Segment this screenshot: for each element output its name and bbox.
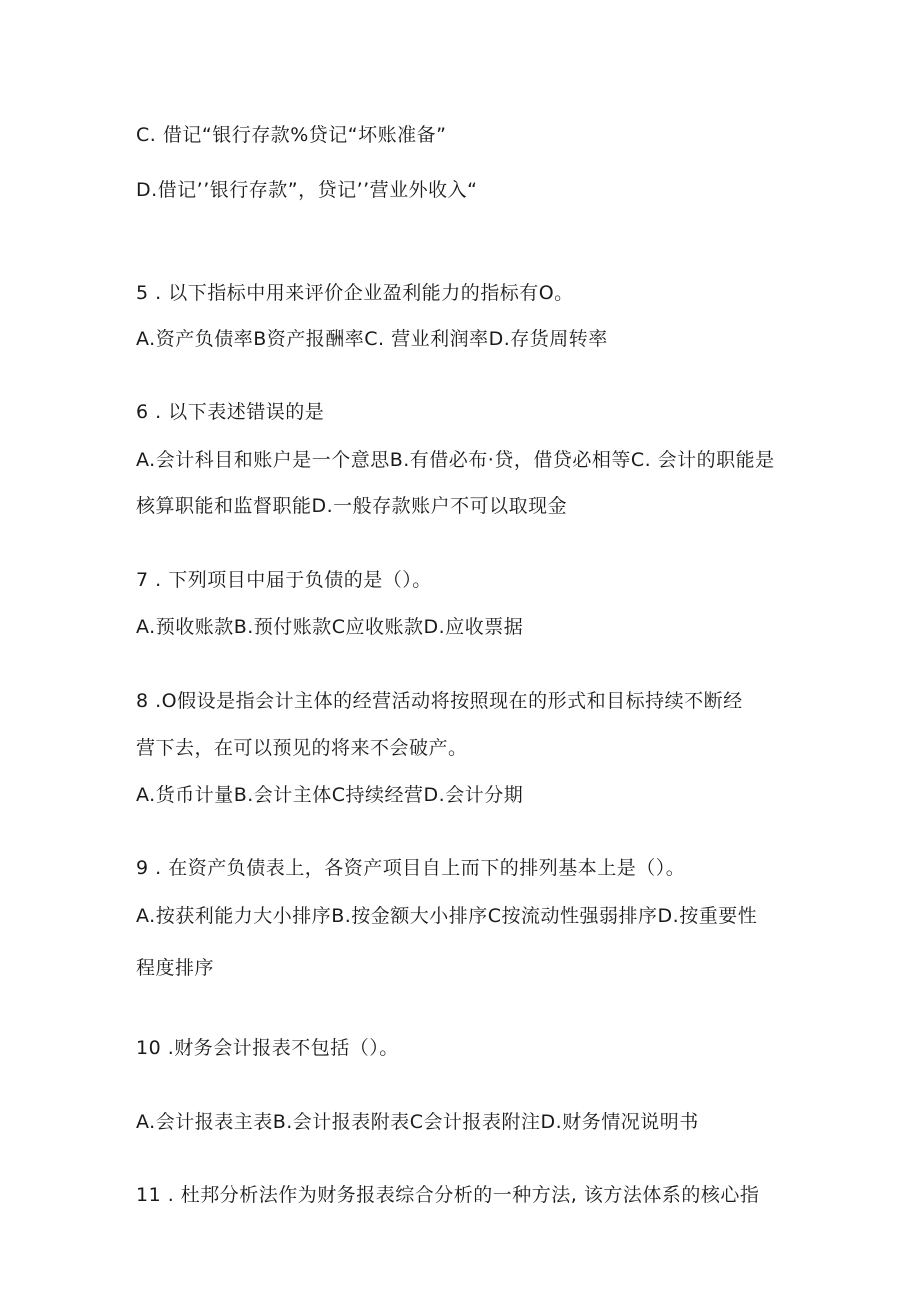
question-8-options: A.货币计量B.会计主体C持续经营D.会计分期 <box>136 784 524 806</box>
question-5: 5 . 以下指标中用来评价企业盈利能力的指标有O。 <box>136 282 574 304</box>
question-6-options-line2: 核算职能和监督职能D.一般存款账户不可以取现金 <box>136 495 568 517</box>
option-d-line: D.借记’’银行存款”，贷记’’营业外收入“ <box>136 179 478 201</box>
question-9-options-line2: 程度排序 <box>136 957 215 979</box>
question-10-options: A.会计报表主表B.会计报表附表C会计报表附注D.财务情况说明书 <box>136 1111 699 1133</box>
question-7: 7 . 下列项目中届于负债的是（）。 <box>136 569 432 591</box>
option-c-line: C. 借记“银行存款%贷记“坏账准备” <box>136 124 447 146</box>
question-6-options-line1: A.会计科目和账户是一个意思B.有借必布·贷，借贷必相等C. 会计的职能是 <box>136 449 775 471</box>
question-10: 10 .财务会计报表不包括（）。 <box>136 1037 399 1059</box>
question-8-line1: 8 .O假设是指会计主体的经营活动将按照现在的形式和目标持续不断经 <box>136 690 743 712</box>
question-5-options: A.资产负债率B资产报酬率C. 营业利润率D.存货周转率 <box>136 328 608 350</box>
question-7-options: A.预收账款B.预付账款C应收账款D.应收票据 <box>136 616 524 638</box>
question-6: 6 . 以下表述错误的是 <box>136 401 325 423</box>
question-8-line2: 营下去，在可以预见的将来不会破产。 <box>136 737 468 759</box>
question-9: 9 . 在资产负债表上，各资产项目自上而下的排列基本上是（）。 <box>136 857 686 879</box>
question-9-options-line1: A.按获利能力大小排序B.按金额大小排序C按流动性强弱排序D.按重要性 <box>136 905 758 927</box>
question-11: 11 . 杜邦分析法作为财务报表综合分析的一种方法, 该方法体系的核心指 <box>136 1184 760 1206</box>
